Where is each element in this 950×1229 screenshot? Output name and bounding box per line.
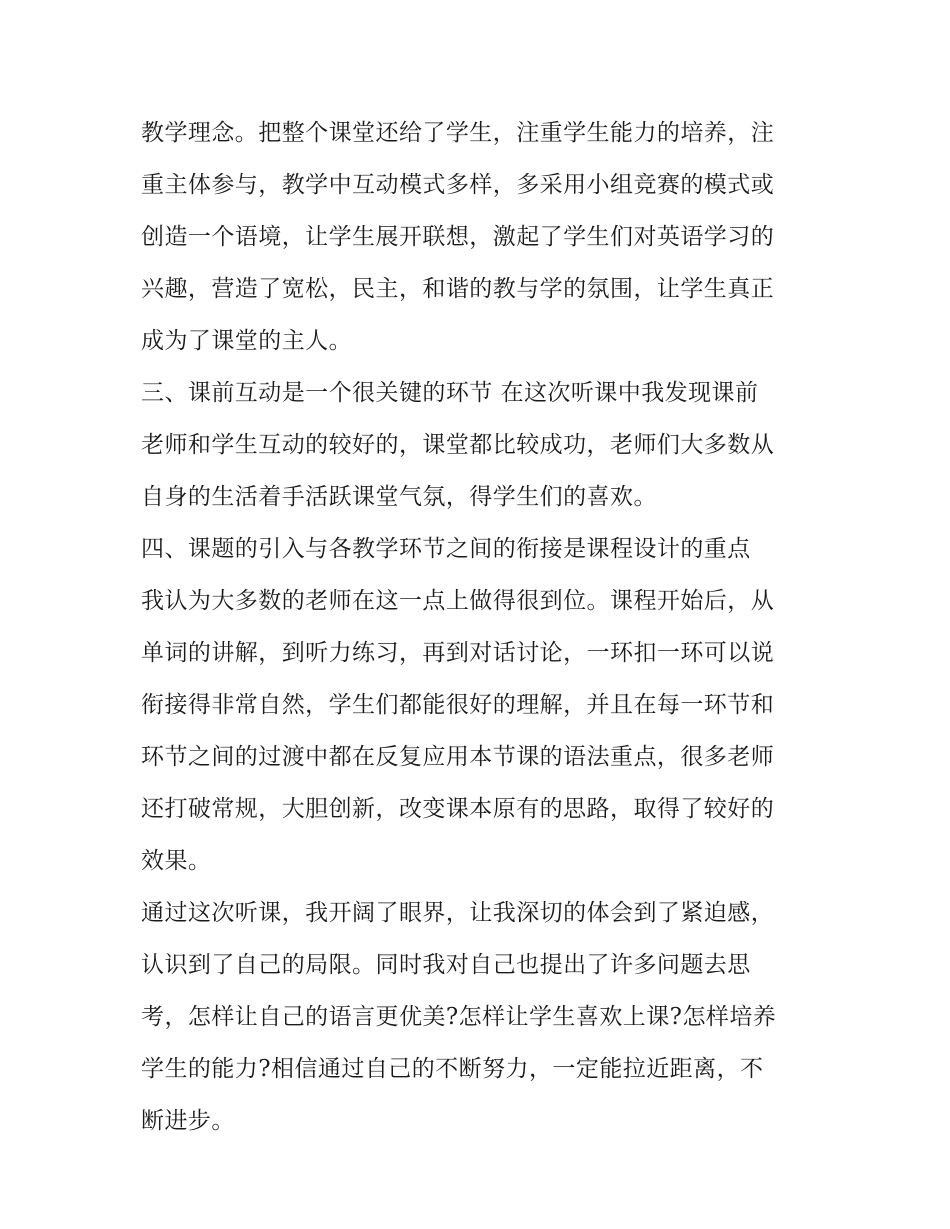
text-line: 效果。 bbox=[141, 848, 212, 874]
text-line: 还打破常规，大胆创新，改变课本原有的思路，取得了较好的 bbox=[141, 796, 775, 822]
text-line: 教学理念。把整个课堂还给了学生，注重学生能力的培养，注 bbox=[141, 120, 775, 146]
text-line: 老师和学生互动的较好的，课堂都比较成功，老师们大多数从 bbox=[141, 432, 775, 458]
text-line: 三、课前互动是一个很关键的环节 在这次听课中我发现课前 bbox=[141, 380, 759, 406]
text-line: 学生的能力?相信通过自己的不断努力，一定能拉近距离，不 bbox=[141, 1056, 764, 1082]
text-line: 创造一个语境，让学生展开联想，激起了学生们对英语学习的 bbox=[141, 224, 775, 250]
text-line: 重主体参与，教学中互动模式多样，多采用小组竞赛的模式或 bbox=[141, 172, 775, 198]
text-line: 单词的讲解，到听力练习，再到对话讨论，一环扣一环可以说 bbox=[141, 640, 775, 666]
text-line: 四、课题的引入与各教学环节之间的衔接是课程设计的重点 bbox=[141, 536, 751, 562]
text-line: 认识到了自己的局限。同时我对自己也提出了许多问题去思 bbox=[141, 952, 751, 978]
text-line: 自身的生活着手活跃课堂气氛，得学生们的喜欢。 bbox=[141, 484, 657, 510]
text-line: 通过这次听课，我开阔了眼界，让我深切的体会到了紧迫感， bbox=[141, 900, 775, 926]
text-line: 考，怎样让自己的语言更优美?怎样让学生喜欢上课?怎样培养 bbox=[141, 1004, 777, 1030]
text-line: 成为了课堂的主人。 bbox=[141, 328, 353, 354]
text-line: 我认为大多数的老师在这一点上做得很到位。课程开始后，从 bbox=[141, 588, 775, 614]
text-line: 兴趣，营造了宽松，民主，和谐的教与学的氛围，让学生真正 bbox=[141, 276, 775, 302]
text-line: 断进步。 bbox=[141, 1108, 235, 1134]
text-line: 衔接得非常自然，学生们都能很好的理解，并且在每一环节和 bbox=[141, 692, 775, 718]
text-line: 环节之间的过渡中都在反复应用本节课的语法重点，很多老师 bbox=[141, 744, 775, 770]
document-body-text bbox=[141, 107, 821, 1147]
